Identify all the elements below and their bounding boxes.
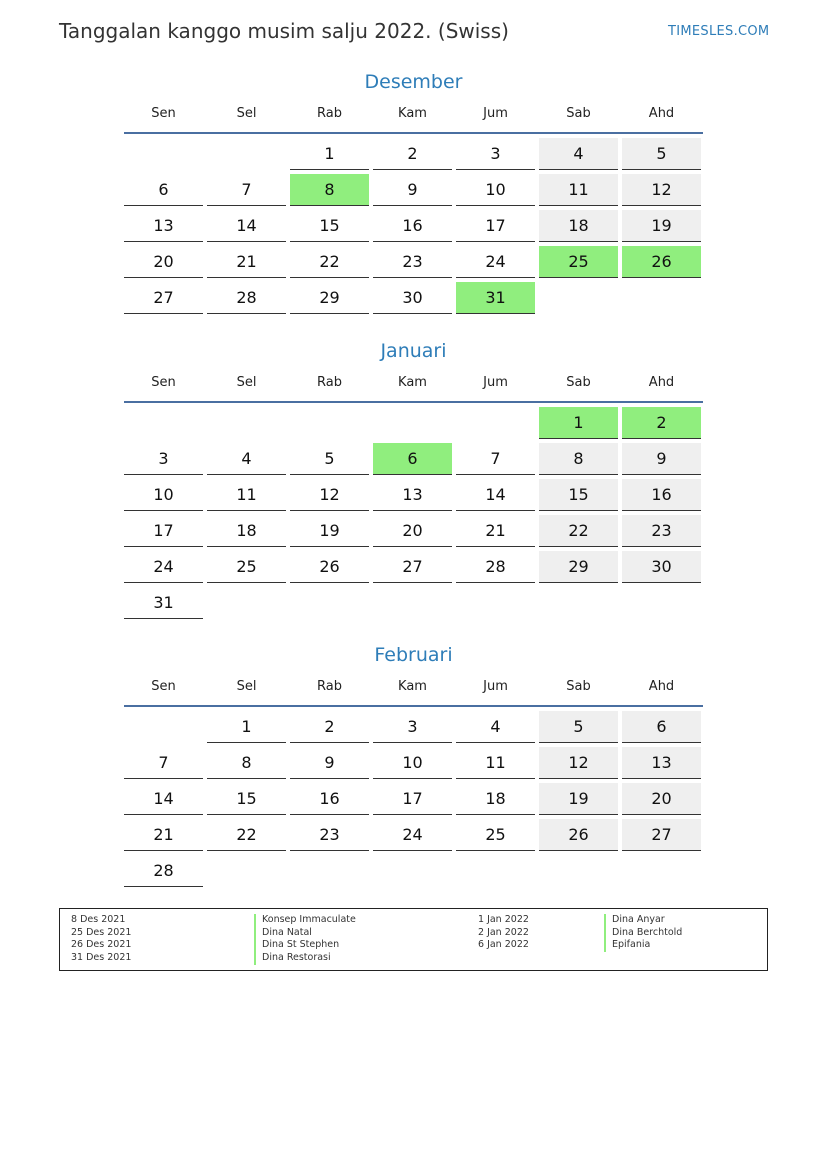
legend-holiday-name: Epifania xyxy=(604,939,682,952)
day-cell: 19 xyxy=(539,783,618,815)
day-cell: 25 xyxy=(207,551,286,583)
weekday-label: Rab xyxy=(317,679,342,694)
day-cell: 22 xyxy=(539,515,618,547)
day-cell: 19 xyxy=(622,210,701,242)
weekday-label: Jum xyxy=(483,106,508,121)
day-cell: 21 xyxy=(456,515,535,547)
day-cell: 25 xyxy=(539,246,618,278)
empty-day-cell xyxy=(373,407,452,439)
legend-holiday-name: Dina Natal xyxy=(254,927,356,940)
day-cell: 9 xyxy=(373,174,452,206)
empty-day-cell xyxy=(373,855,452,887)
weekday-label: Kam xyxy=(398,375,427,390)
legend-dates-left xyxy=(71,914,131,965)
day-cell: 7 xyxy=(207,174,286,206)
week-row xyxy=(124,246,703,278)
weekday-label: Jum xyxy=(483,679,508,694)
week-row xyxy=(124,783,703,815)
empty-day-cell xyxy=(539,282,618,314)
day-cell: 17 xyxy=(456,210,535,242)
weekday-label: Sel xyxy=(236,679,257,694)
day-cell: 1 xyxy=(290,138,369,170)
legend-holiday-name: Konsep Immaculate xyxy=(254,914,356,927)
empty-day-cell xyxy=(290,407,369,439)
weekday-label: Sel xyxy=(236,375,257,390)
day-cell: 13 xyxy=(373,479,452,511)
legend-date: 25 Des 2021 xyxy=(71,926,132,938)
day-cell: 2 xyxy=(622,407,701,439)
month-name: Februari xyxy=(374,644,453,666)
week-row xyxy=(124,587,703,619)
day-cell: 12 xyxy=(290,479,369,511)
empty-day-cell xyxy=(207,138,286,170)
week-row xyxy=(124,138,703,170)
day-cell: 6 xyxy=(373,443,452,475)
empty-day-cell xyxy=(124,711,203,743)
legend-date: 2 Jan 2022 xyxy=(478,926,529,938)
day-cell: 4 xyxy=(207,443,286,475)
week-row xyxy=(124,407,703,439)
day-cell: 27 xyxy=(124,282,203,314)
empty-day-cell xyxy=(539,587,618,619)
empty-day-cell xyxy=(622,282,701,314)
legend-holiday-name: Dina Restorasi xyxy=(254,952,356,965)
day-cell: 1 xyxy=(539,407,618,439)
day-cell: 25 xyxy=(456,819,535,851)
weekday-label: Ahd xyxy=(648,375,675,390)
day-cell: 28 xyxy=(456,551,535,583)
week-row xyxy=(124,711,703,743)
day-cell: 28 xyxy=(124,855,203,887)
day-cell: 14 xyxy=(456,479,535,511)
day-cell: 9 xyxy=(290,747,369,779)
weekday-label: Sab xyxy=(566,679,591,694)
weekday-label: Rab xyxy=(317,106,342,121)
day-cell: 30 xyxy=(622,551,701,583)
day-cell: 2 xyxy=(373,138,452,170)
day-cell: 26 xyxy=(539,819,618,851)
day-cell: 7 xyxy=(456,443,535,475)
day-cell: 30 xyxy=(373,282,452,314)
day-cell: 18 xyxy=(539,210,618,242)
day-cell: 19 xyxy=(290,515,369,547)
day-cell: 16 xyxy=(622,479,701,511)
day-cell: 23 xyxy=(373,246,452,278)
empty-day-cell xyxy=(456,407,535,439)
page-title: Tanggalan kanggo musim salju 2022. (Swiss) xyxy=(59,19,509,43)
empty-day-cell xyxy=(124,138,203,170)
week-row xyxy=(124,174,703,206)
weekday-label: Sen xyxy=(151,106,176,121)
day-cell: 17 xyxy=(373,783,452,815)
empty-day-cell xyxy=(456,855,535,887)
day-cell: 16 xyxy=(373,210,452,242)
day-cell: 20 xyxy=(373,515,452,547)
week-row xyxy=(124,819,703,851)
day-cell: 14 xyxy=(124,783,203,815)
day-cell: 23 xyxy=(290,819,369,851)
weekday-header xyxy=(124,677,703,707)
weekday-label: Jum xyxy=(483,375,508,390)
day-cell: 8 xyxy=(207,747,286,779)
day-cell: 5 xyxy=(539,711,618,743)
day-cell: 10 xyxy=(124,479,203,511)
day-cell: 14 xyxy=(207,210,286,242)
legend-dates-right xyxy=(478,914,529,952)
day-cell: 28 xyxy=(207,282,286,314)
day-cell: 22 xyxy=(290,246,369,278)
weekday-label: Sel xyxy=(236,106,257,121)
week-row xyxy=(124,479,703,511)
day-cell: 11 xyxy=(207,479,286,511)
weekday-label: Kam xyxy=(398,679,427,694)
day-cell: 2 xyxy=(290,711,369,743)
month-februari xyxy=(124,643,703,891)
day-cell: 31 xyxy=(124,587,203,619)
week-row xyxy=(124,551,703,583)
weekday-label: Kam xyxy=(398,106,427,121)
day-cell: 8 xyxy=(290,174,369,206)
day-cell: 6 xyxy=(622,711,701,743)
weekday-header xyxy=(124,104,703,134)
week-row xyxy=(124,747,703,779)
legend-names-left xyxy=(254,914,356,965)
day-cell: 21 xyxy=(207,246,286,278)
legend-date: 31 Des 2021 xyxy=(71,952,132,964)
empty-day-cell xyxy=(207,407,286,439)
day-cell: 6 xyxy=(124,174,203,206)
empty-day-cell xyxy=(373,587,452,619)
day-cell: 3 xyxy=(124,443,203,475)
day-cell: 26 xyxy=(290,551,369,583)
weekday-header xyxy=(124,373,703,403)
day-cell: 10 xyxy=(456,174,535,206)
day-cell: 7 xyxy=(124,747,203,779)
day-cell: 13 xyxy=(124,210,203,242)
empty-day-cell xyxy=(207,855,286,887)
week-row xyxy=(124,855,703,887)
empty-day-cell xyxy=(622,855,701,887)
day-cell: 18 xyxy=(207,515,286,547)
day-cell: 15 xyxy=(207,783,286,815)
day-cell: 3 xyxy=(456,138,535,170)
day-cell: 29 xyxy=(539,551,618,583)
empty-day-cell xyxy=(290,855,369,887)
day-cell: 26 xyxy=(622,246,701,278)
weekday-label: Ahd xyxy=(648,679,675,694)
day-cell: 10 xyxy=(373,747,452,779)
day-cell: 24 xyxy=(456,246,535,278)
month-januari xyxy=(124,339,703,623)
day-cell: 15 xyxy=(539,479,618,511)
week-row xyxy=(124,210,703,242)
day-cell: 5 xyxy=(622,138,701,170)
day-cell: 21 xyxy=(124,819,203,851)
day-cell: 9 xyxy=(622,443,701,475)
day-cell: 11 xyxy=(539,174,618,206)
weekday-label: Ahd xyxy=(648,106,675,121)
day-cell: 13 xyxy=(622,747,701,779)
empty-day-cell xyxy=(622,587,701,619)
week-row xyxy=(124,282,703,314)
weekday-label: Sen xyxy=(151,679,176,694)
legend-holiday-name: Dina Anyar xyxy=(604,914,682,927)
day-cell: 24 xyxy=(124,551,203,583)
legend-date: 6 Jan 2022 xyxy=(478,939,529,951)
day-cell: 12 xyxy=(622,174,701,206)
weekday-label: Sab xyxy=(566,106,591,121)
holiday-legend xyxy=(59,908,768,971)
day-cell: 3 xyxy=(373,711,452,743)
day-cell: 20 xyxy=(124,246,203,278)
legend-names-right xyxy=(604,914,682,952)
day-cell: 5 xyxy=(290,443,369,475)
month-desember xyxy=(124,70,703,318)
day-cell: 16 xyxy=(290,783,369,815)
day-cell: 12 xyxy=(539,747,618,779)
day-cell: 17 xyxy=(124,515,203,547)
legend-holiday-name: Dina St Stephen xyxy=(254,939,356,952)
day-cell: 31 xyxy=(456,282,535,314)
day-cell: 11 xyxy=(456,747,535,779)
empty-day-cell xyxy=(124,407,203,439)
day-cell: 8 xyxy=(539,443,618,475)
empty-day-cell xyxy=(207,587,286,619)
week-row xyxy=(124,443,703,475)
weekday-label: Sen xyxy=(151,375,176,390)
day-cell: 29 xyxy=(290,282,369,314)
legend-date: 26 Des 2021 xyxy=(71,939,132,951)
legend-date: 8 Des 2021 xyxy=(71,914,126,925)
month-name: Desember xyxy=(364,71,463,93)
empty-day-cell xyxy=(290,587,369,619)
day-cell: 20 xyxy=(622,783,701,815)
empty-day-cell xyxy=(539,855,618,887)
day-cell: 22 xyxy=(207,819,286,851)
weekday-label: Rab xyxy=(317,375,342,390)
day-cell: 4 xyxy=(456,711,535,743)
day-cell: 23 xyxy=(622,515,701,547)
day-cell: 27 xyxy=(622,819,701,851)
month-name: Januari xyxy=(380,340,447,362)
legend-holiday-name: Dina Berchtold xyxy=(604,927,682,940)
day-cell: 27 xyxy=(373,551,452,583)
day-cell: 4 xyxy=(539,138,618,170)
week-row xyxy=(124,515,703,547)
empty-day-cell xyxy=(456,587,535,619)
day-cell: 1 xyxy=(207,711,286,743)
day-cell: 15 xyxy=(290,210,369,242)
legend-date: 1 Jan 2022 xyxy=(478,914,529,925)
weekday-label: Sab xyxy=(566,375,591,390)
day-cell: 18 xyxy=(456,783,535,815)
day-cell: 24 xyxy=(373,819,452,851)
brand-link[interactable]: TIMESLES.COM xyxy=(668,24,770,39)
